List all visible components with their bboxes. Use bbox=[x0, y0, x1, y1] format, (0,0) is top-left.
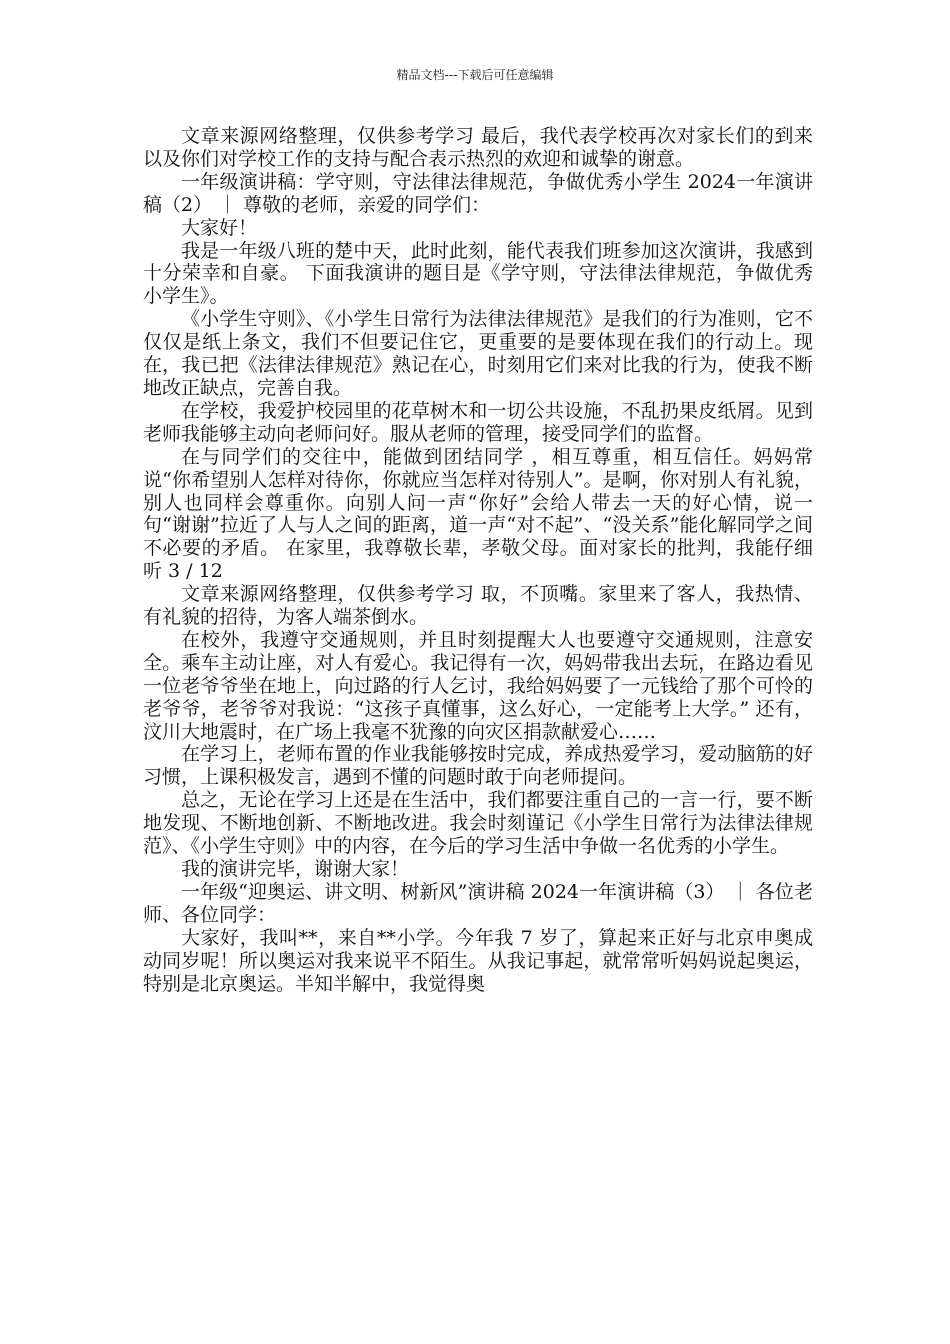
paragraph: 文章来源网络整理，仅供参考学习 取，不顶嘴。家里来了客人，我热情、有礼貌的招待，为客人端茶倒水。 bbox=[143, 583, 813, 629]
paragraph: 文章来源网络整理，仅供参考学习 最后，我代表学校再次对家长们的到来以及你们对学校工作的支持与配合表示热烈的欢迎和诚挚的谢意。 bbox=[143, 125, 813, 170]
paragraph: 大家好！ bbox=[181, 216, 258, 239]
paragraph: 在学校，我爱护校园里的花草树木和一切公共设施，不乱扔果皮纸屑。见到老师我能够主动向老师问好。服从老师的管理，接受同学们的监督。 bbox=[143, 399, 813, 445]
paragraph: 我是一年级八班的楚中天，此时此刻，能代表我们班参加这次演讲，我感到十分荣幸和自豪。 下面我演讲的题目是《学守则，守法律法律规范，争做优秀小学生》。 bbox=[143, 239, 813, 308]
document-body bbox=[143, 125, 813, 995]
paragraph: 在校外，我遵守交通规则，并且时刻提醒大人也要遵守交通规则，注意安全。乘车主动让座，对人有爱心。我记得有一次，妈妈带我出去玩，在路边看见一位老爷爷坐在地上，向过路的行人乞讨，我给妈妈要了一元钱给了那个可怜的老爷爷，老爷爷对我说：“这孩子真懂事，这么好心，一定能考上大学。” 还有，汶川大地震时，在广场上我毫不犹豫的向灾区捐款献爱心…… bbox=[143, 628, 813, 743]
paragraph: 一年级演讲稿：学守则，守法律法律规范，争做优秀小学生 2024一年演讲稿（2） ｜ 尊敬的老师，亲爱的同学们： bbox=[143, 170, 813, 216]
paragraph: 我的演讲完毕，谢谢大家！ bbox=[181, 858, 410, 880]
paragraph: 在学习上，老师布置的作业我能够按时完成，养成热爱学习，爱动脑筋的好习惯，上课积极发言，遇到不懂的问题时敢于向老师提问。 bbox=[143, 743, 813, 789]
paragraph: 在与同学们的交往中，能做到团结同学 ，相互尊重，相互信任。妈妈常说“你希望别人怎样对待你，你就应当怎样对待别人”。是啊，你对别人有礼貌，别人也同样会尊重你。向别人问一声“你好”会给人带去一天的好心情，说一句“谢谢”拉近了人与人之间的距离，道一声“对不起”、“没关系”能化解同学之间不必要的矛盾。 在家里，我尊敬长辈，孝敬父母。面对家长的批判，我能仔细听 3 / 12 bbox=[143, 445, 813, 583]
paragraph: 一年级“迎奥运、讲文明、树新风”演讲稿 2024一年演讲稿（3） ｜ 各位老师、各位同学： bbox=[143, 880, 813, 926]
paragraph: 总之，无论在学习上还是在生活中，我们都要注重自己的一言一行，要不断地发现、不断地创新、不断地改进。我会时刻谨记《小学生日常行为法律法律规范》、《小学生守则》中的内容，在今后的学习生活中争做一名优秀的小学生。 bbox=[143, 789, 813, 858]
paragraph: 大家好，我叫**，来自**小学。今年我 7 岁了，算起来正好与北京申奥成动同岁呢！所以奥运对我来说平不陌生。从我记事起，就常常听妈妈说起奥运，特别是北京奥运。半知半解中，我觉得奥 bbox=[143, 926, 813, 995]
page-header: 精品文档---下载后可任意编辑 bbox=[396, 68, 554, 82]
paragraph: 《小学生守则》、《小学生日常行为法律法律规范》是我们的行为准则，它不仅仅是纸上条文，我们不但要记住它，更重要的是要体现在我们的行动上。现在，我已把《法律法律规范》熟记在心，时刻用它们来对比我的行为，使我不断地改正缺点，完善自我。 bbox=[143, 308, 813, 399]
